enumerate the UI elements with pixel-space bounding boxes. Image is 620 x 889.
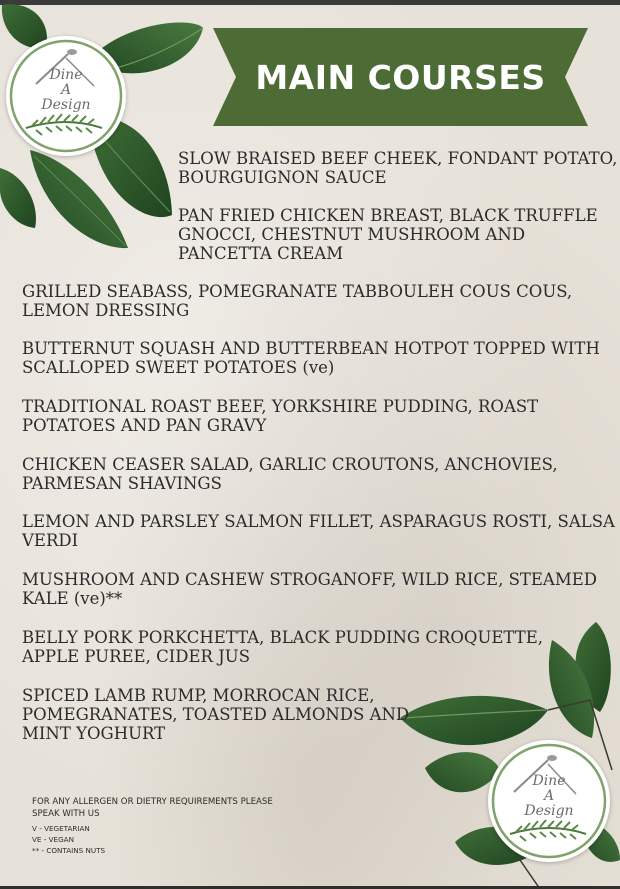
dish-item: SLOW BRAISED BEEF CHEEK, FONDANT POTATO, BOURGUIGNON SAUCE [178,149,618,187]
dish-item: PAN FRIED CHICKEN BREAST, BLACK TRUFFLE GNOCCI, CHESTNUT MUSHROOM AND PANCETTA CREAM [178,206,598,263]
logo-top-left [6,36,126,156]
dish-item: LEMON AND PARSLEY SALMON FILLET, ASPARAGUS ROSTI, SALSA VERDI [22,512,615,550]
key-vegetarian: V - VEGETARIAN [32,824,90,833]
logo-text-line1: Dine [532,773,566,789]
page-title: MAIN COURSES [255,57,546,97]
logo-text-line2: A [60,82,72,98]
allergen-note: FOR ANY ALLERGEN OR DIETRY REQUIREMENTS PLEASE SPEAK WITH US [32,797,273,819]
dish-item: BUTTERNUT SQUASH AND BUTTERBEAN HOTPOT TOPPED WITH SCALLOPED SWEET POTATOES (ve) [22,339,600,377]
logo-text-line3: Design [524,803,574,819]
key-vegan: VE - VEGAN [32,835,74,844]
dish-item: CHICKEN CEASER SALAD, GARLIC CROUTONS, ANCHOVIES, PARMESAN SHAVINGS [22,455,558,493]
logo-text-line3: Design [41,97,91,113]
logo-text-line2: A [543,788,555,804]
key-contains-nuts: ** - CONTAINS NUTS [32,846,106,855]
logo-bottom-right [488,740,610,862]
logo-text-line1: Dine [49,67,83,83]
dish-item: MUSHROOM AND CASHEW STROGANOFF, WILD RICE, STEAMED KALE (ve)** [22,570,598,608]
dish-item: SPICED LAMB RUMP, MORROCAN RICE, POMEGRANATES, TOASTED ALMONDS AND MINT YOGHURT [22,686,410,743]
dish-item: GRILLED SEABASS, POMEGRANATE TABBOULEH COUS COUS, LEMON DRESSING [22,282,573,320]
footnotes [32,796,302,856]
dish-item: TRADITIONAL ROAST BEEF, YORKSHIRE PUDDING, ROAST POTATOES AND PAN GRAVY [22,397,539,435]
dish-item: BELLY PORK PORKCHETTA, BLACK PUDDING CROQUETTE, APPLE PUREE, CIDER JUS [22,628,544,666]
